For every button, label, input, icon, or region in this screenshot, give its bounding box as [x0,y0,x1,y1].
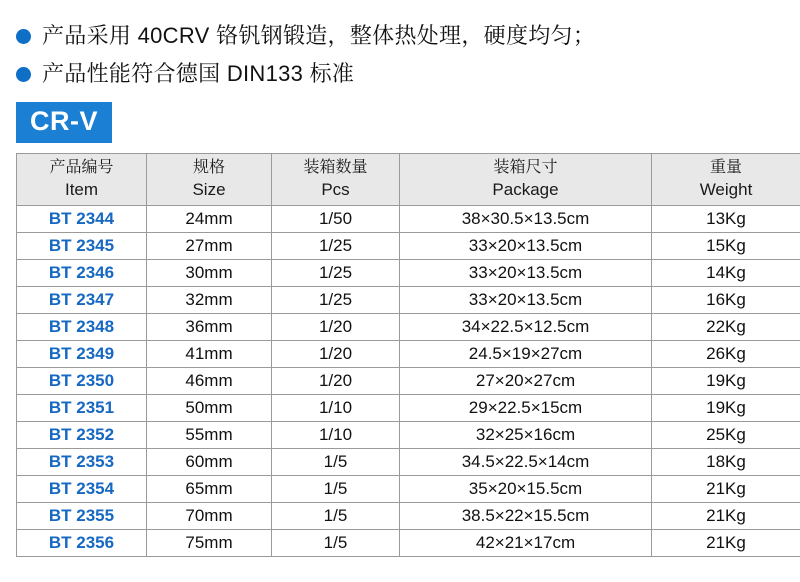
cell-size: 70mm [147,503,272,530]
cell-weight: 25Kg [652,422,800,449]
cell-item: BT 2345 [17,233,147,260]
table-row [17,503,800,530]
column-header-en: Weight [699,180,753,199]
cell-package: 34.5×22.5×14cm [400,449,652,476]
cell-item: BT 2356 [17,530,147,557]
column-header-cn: 装箱数量 [303,159,368,176]
cell-weight: 13Kg [652,206,800,233]
table-body [17,206,800,557]
column-header-en: Item [64,180,99,199]
list-item [16,22,792,50]
cell-weight: 15Kg [652,233,800,260]
column-header-en: Pcs [321,180,350,199]
cell-weight: 21Kg [652,476,800,503]
cell-size: 75mm [147,530,272,557]
cell-pcs: 1/5 [272,530,400,557]
cell-weight: 14Kg [652,260,800,287]
cell-pcs: 1/20 [272,314,400,341]
cell-size: 36mm [147,314,272,341]
cell-package: 33×20×13.5cm [400,260,652,287]
cell-package: 38.5×22×15.5cm [400,503,652,530]
table-row [17,395,800,422]
table-row [17,233,800,260]
cell-item: BT 2350 [17,368,147,395]
column-header-cn: 重量 [709,159,742,176]
feature-text: 产品采用 40CRV 铬钒钢锻造，整体热处理，硬度均匀； [42,23,596,48]
cell-pcs: 1/5 [272,449,400,476]
cell-package: 24.5×19×27cm [400,341,652,368]
cell-weight: 18Kg [652,449,800,476]
cell-item: BT 2353 [17,449,147,476]
column-header-cn: 产品编号 [49,159,114,176]
cell-pcs: 1/25 [272,287,400,314]
bullet-dot-icon [16,67,31,82]
table-row [17,449,800,476]
cell-weight: 16Kg [652,287,800,314]
feature-bullet-list [8,0,792,88]
feature-text: 产品性能符合德国 DIN133 标准 [42,61,355,86]
cell-item: BT 2355 [17,503,147,530]
cell-pcs: 1/5 [272,476,400,503]
cell-pcs: 1/25 [272,260,400,287]
column-header-item [17,154,147,206]
column-header-cn: 规格 [192,159,225,176]
cell-pcs: 1/10 [272,422,400,449]
table-header-row [17,154,800,206]
cell-size: 27mm [147,233,272,260]
cell-item: BT 2348 [17,314,147,341]
cell-package: 33×20×13.5cm [400,233,652,260]
column-header-en: Package [492,180,559,199]
cell-package: 38×30.5×13.5cm [400,206,652,233]
cell-package: 33×20×13.5cm [400,287,652,314]
cell-size: 65mm [147,476,272,503]
cell-item: BT 2346 [17,260,147,287]
cell-pcs: 1/25 [272,233,400,260]
column-header-pcs [272,154,400,206]
cell-weight: 19Kg [652,395,800,422]
cell-weight: 26Kg [652,341,800,368]
cell-package: 42×21×17cm [400,530,652,557]
cell-weight: 21Kg [652,503,800,530]
table-row [17,206,800,233]
cell-package: 34×22.5×12.5cm [400,314,652,341]
status-badge: CR-V [16,102,112,143]
table-row [17,314,800,341]
cell-size: 32mm [147,287,272,314]
cell-item: BT 2354 [17,476,147,503]
cell-weight: 22Kg [652,314,800,341]
cell-item: BT 2344 [17,206,147,233]
cell-size: 46mm [147,368,272,395]
list-item [16,60,792,88]
table-row [17,422,800,449]
cell-package: 29×22.5×15cm [400,395,652,422]
column-header-cn: 装箱尺寸 [493,159,558,176]
cell-pcs: 1/20 [272,368,400,395]
specification-table [16,153,800,557]
cell-item: BT 2349 [17,341,147,368]
cell-item: BT 2352 [17,422,147,449]
cell-size: 55mm [147,422,272,449]
table-row [17,476,800,503]
cell-package: 27×20×27cm [400,368,652,395]
column-header-package [400,154,652,206]
column-header-size [147,154,272,206]
cell-item: BT 2347 [17,287,147,314]
cell-pcs: 1/5 [272,503,400,530]
cell-size: 50mm [147,395,272,422]
table-row [17,341,800,368]
cell-pcs: 1/10 [272,395,400,422]
table-row [17,530,800,557]
bullet-dot-icon [16,29,31,44]
table-row [17,287,800,314]
column-header-weight [652,154,800,206]
cell-package: 35×20×15.5cm [400,476,652,503]
cell-size: 30mm [147,260,272,287]
cell-weight: 19Kg [652,368,800,395]
table-row [17,368,800,395]
cell-item: BT 2351 [17,395,147,422]
cell-pcs: 1/50 [272,206,400,233]
cell-size: 41mm [147,341,272,368]
cell-size: 60mm [147,449,272,476]
cell-size: 24mm [147,206,272,233]
material-badge-container [16,102,792,143]
column-header-en: Size [192,180,226,199]
cell-weight: 21Kg [652,530,800,557]
table-row [17,260,800,287]
cell-pcs: 1/20 [272,341,400,368]
cell-package: 32×25×16cm [400,422,652,449]
